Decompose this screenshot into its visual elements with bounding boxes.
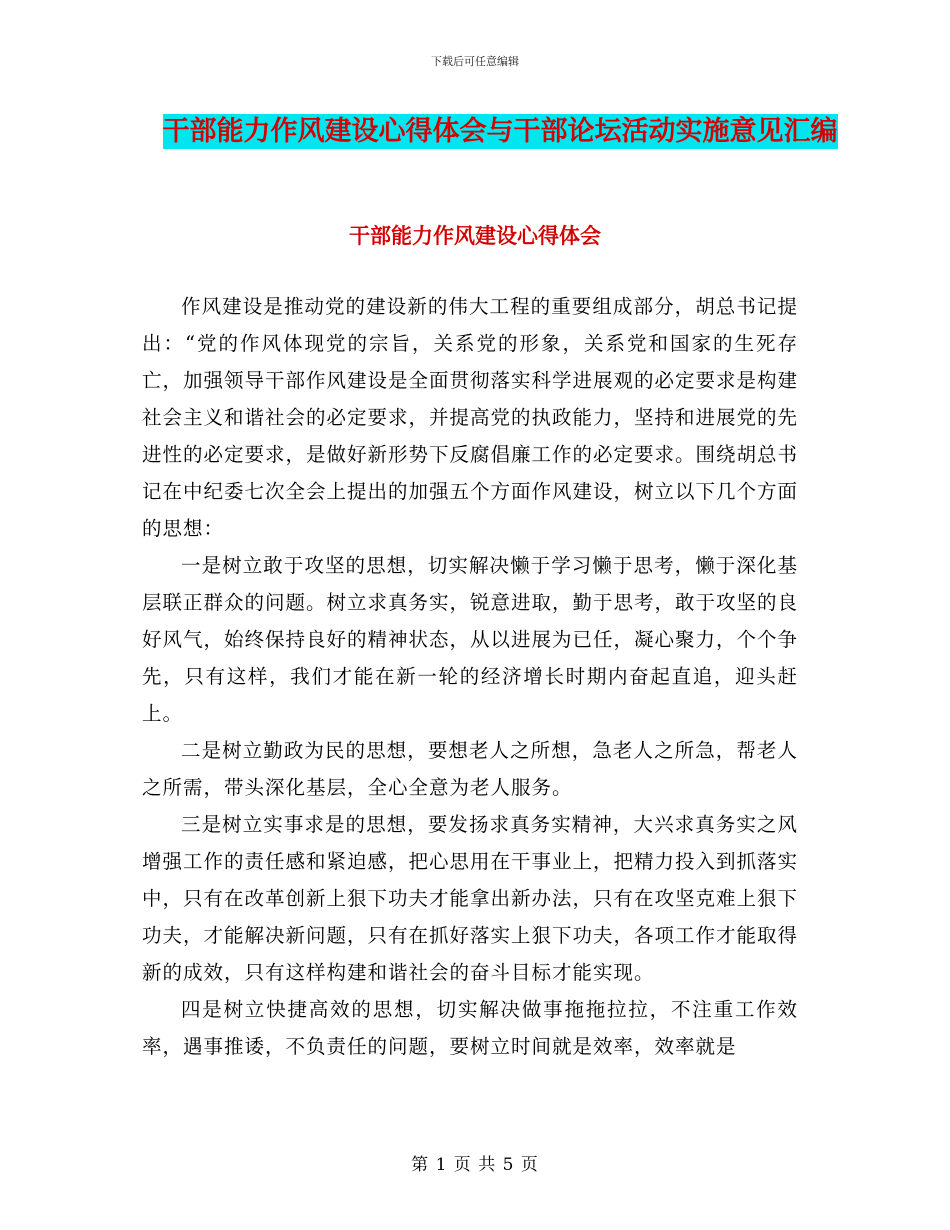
paragraph: 三是树立实事求是的思想，要发扬求真务实精神，大兴求真务实之风增强工作的责任感和紧迫感，把心思用在干事业上，把精力投入到抓落实中，只有在改革创新上狠下功夫才能拿出新办法，只有在攻坚克难上狠下功夫，才能解决新问题，只有在抓好落实上狠下功夫，各项工作才能取得新的成效，只有这样构建和谐社会的奋斗目标才能实现。 [142,813,799,984]
document-title-text: 干部能力作风建设心得体会与干部论坛活动实施意见汇编 [162,116,838,147]
document-title [150,108,850,156]
paragraph: 作风建设是推动党的建设新的伟大工程的重要组成部分，胡总书记提出：“党的作风体现党的宗旨，关系党的形象，关系党和国家的生死存亡，加强领导干部作风建设是全面贯彻落实科学进展观的必定要求是构建社会主义和谐社会的必定要求，并提高党的执政能力，坚持和进展党的先进性的必定要求，是做好新形势下反腐倡廉工作的必定要求。围绕胡总书记在中纪委七次全会上提出的加强五个方面作风建设，树立以下几个方面的思想： [142,295,799,540]
page-header-note: 下载后可任意编辑 [431,55,519,68]
paragraph: 二是树立勤政为民的思想，要想老人之所想，急老人之所急，帮老人之所需，带头深化基层，全心全意为老人服务。 [142,739,798,799]
paragraph: 四是树立快捷高效的思想，切实解决做事拖拖拉拉，不注重工作效率，遇事推诿，不负责任的问题，要树立时间就是效率，效率就是 [142,998,798,1058]
paragraph: 一是树立敢于攻坚的思想，切实解决懒于学习懒于思考，懒于深化基层联正群众的问题。树立求真务实，锐意进取，勤于思考，敢于攻坚的良好风气，始终保持良好的精神状态，从以进展为已任，凝心聚力，个个争先，只有这样，我们才能在新一轮的经济增长时期内奋起直追，迎头赶上。 [142,554,799,725]
page-number-footer: 第 1 页 共 5 页 [411,1155,539,1175]
section-title: 干部能力作风建设心得体会 [349,224,601,248]
body-text [142,288,798,1065]
